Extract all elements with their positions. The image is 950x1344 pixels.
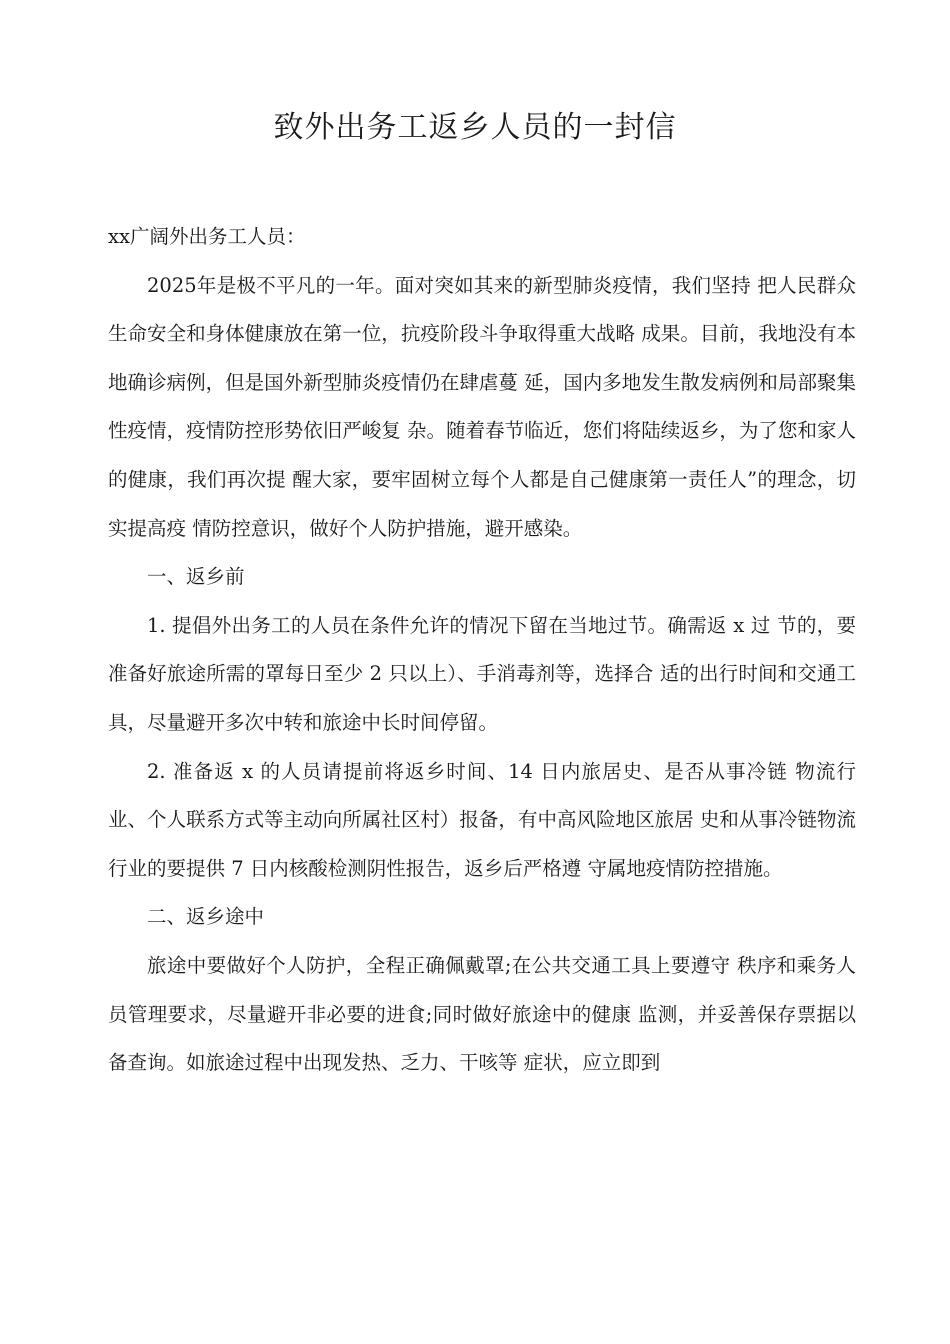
paragraph-during-trip: 旅途中要做好个人防护，全程正确佩戴罩;在公共交通工具上要遵守 秩序和乘务人员管理要求，尽量避开非必要的进食;同时做好旅途中的健康 监测，并妥善保存票据以备查询。如旅途过程中出现发热、乏力、干咳等 症状，应立即到 [108, 953, 856, 1075]
section-heading-during-trip: 二、返乡途中 [147, 905, 265, 929]
paragraph-intro: 2025年是极不平凡的一年。面对突如其来的新型肺炎疫情，我们坚持 把人民群众生命安全和身体健康放在第一位，抗疫阶段斗争取得重大战略 成果。目前，我地没有本地确诊病例，但是国外新型肺炎疫情仍在肆虐蔓 延，国内多地发生散发病例和局部聚集性疫情，疫情防控形势依旧严峻复 杂。随着春节临近，您们将陆续返乡，为了您和家人的健康，我们再次提 醒大家，要牢固树立每个人都是自己健康第一责任人”的理念，切实提高疫 情防控意识，做好个人防护措施，避开感染。 [108, 273, 856, 540]
document-body [108, 213, 856, 1088]
section-heading-before-return: 一、返乡前 [147, 565, 245, 589]
document-title: 致外出务工返乡人员的一封信 [273, 110, 677, 145]
salutation: xx广阔外出务工人员： [108, 225, 306, 248]
paragraph-item-1: 1. 提倡外出务工的人员在条件允许的情况下留在当地过节。确需返 x 过 节的，要准备好旅途所需的罩每日至少 2 只以上）、手消毒剂等，选择合 适的出行时间和交通工具，尽量避开多次中转和旅途中长时间停留。 [108, 613, 856, 734]
paragraph-item-2: 2. 准备返 x 的人员请提前将返乡时间、14 日内旅居史、是否从事冷链 物流行业、个人联系方式等主动向所属社区村）报备，有中高风险地区旅居 史和从事冷链物流行业的要提供 7 日内核酸检测阴性报告，返乡后严格遵 守属地疫情防控措施。 [108, 759, 856, 880]
